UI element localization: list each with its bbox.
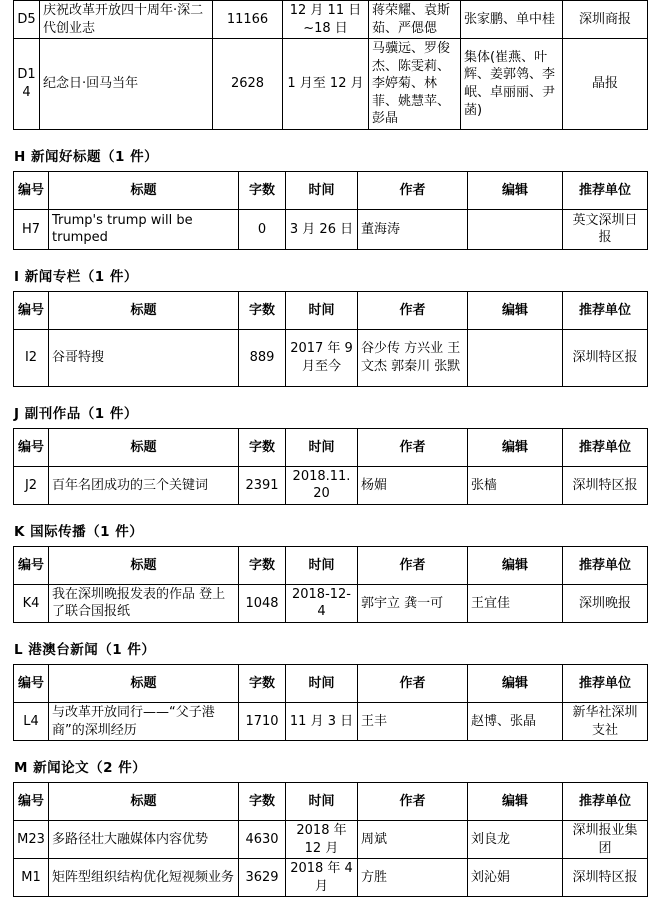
col-header-unit: 推荐单位 bbox=[563, 665, 648, 703]
cell-editors: 赵博、张晶 bbox=[468, 703, 563, 741]
section-heading: M 新闻论文（2 件） bbox=[14, 760, 147, 777]
table-row bbox=[14, 209, 648, 249]
col-header-title: 标题 bbox=[49, 291, 239, 329]
cell-editors bbox=[468, 329, 563, 386]
col-header-title: 标题 bbox=[49, 428, 239, 466]
section-heading: K 国际传播（1 件） bbox=[14, 523, 144, 540]
section-heading: I 新闻专栏（1 件） bbox=[14, 268, 138, 285]
cell-id: D14 bbox=[14, 39, 40, 130]
cell-words: 1048 bbox=[239, 584, 286, 622]
col-header-time: 时间 bbox=[286, 783, 358, 821]
cell-words: 3629 bbox=[239, 859, 286, 897]
col-header-editors: 编辑 bbox=[468, 171, 563, 209]
table-row bbox=[14, 703, 648, 741]
cell-words: 2628 bbox=[213, 39, 283, 130]
col-header-words: 字数 bbox=[239, 546, 286, 584]
cell-words: 889 bbox=[239, 329, 286, 386]
cell-id: M23 bbox=[14, 821, 49, 859]
col-header-id: 编号 bbox=[14, 428, 49, 466]
table-header-row bbox=[14, 546, 648, 584]
cell-words: 1710 bbox=[239, 703, 286, 741]
col-header-words: 字数 bbox=[239, 783, 286, 821]
col-header-unit: 推荐单位 bbox=[563, 428, 648, 466]
table-header-row bbox=[14, 171, 648, 209]
cell-editors bbox=[468, 209, 563, 249]
cell-authors: 马骥远、罗俊杰、陈雯莉、李婷菊、林菲、姚慧苹、彭晶 bbox=[369, 39, 461, 130]
table-row bbox=[14, 39, 648, 130]
col-header-id: 编号 bbox=[14, 665, 49, 703]
table-row bbox=[14, 329, 648, 386]
cell-unit: 英文深圳日报 bbox=[563, 209, 648, 249]
col-header-title: 标题 bbox=[49, 783, 239, 821]
cell-unit: 深圳晚报 bbox=[563, 584, 648, 622]
table-row bbox=[14, 1, 648, 39]
col-header-title: 标题 bbox=[49, 171, 239, 209]
col-header-editors: 编辑 bbox=[468, 546, 563, 584]
cell-authors: 王丰 bbox=[358, 703, 468, 741]
cell-unit: 深圳特区报 bbox=[563, 466, 648, 504]
table-header-row bbox=[14, 428, 648, 466]
col-header-id: 编号 bbox=[14, 291, 49, 329]
table-row bbox=[14, 466, 648, 504]
cell-title: 多路径壮大融媒体内容优势 bbox=[49, 821, 239, 859]
cell-unit: 新华社深圳支社 bbox=[563, 703, 648, 741]
col-header-authors: 作者 bbox=[358, 665, 468, 703]
col-header-editors: 编辑 bbox=[468, 783, 563, 821]
cell-title: 我在深圳晚报发表的作品 登上了联合国报纸 bbox=[49, 584, 239, 622]
section-heading: L 港澳台新闻（1 件） bbox=[14, 642, 156, 659]
cell-words: 2391 bbox=[239, 466, 286, 504]
cell-unit: 深圳报业集团 bbox=[563, 821, 648, 859]
cell-authors: 方胜 bbox=[358, 859, 468, 897]
awards-table bbox=[13, 664, 648, 741]
cell-authors: 郭宇立 龚一可 bbox=[358, 584, 468, 622]
cell-id: H7 bbox=[14, 209, 49, 249]
cell-editors: 王宜佳 bbox=[468, 584, 563, 622]
col-header-unit: 推荐单位 bbox=[563, 291, 648, 329]
col-header-time: 时间 bbox=[286, 428, 358, 466]
cell-id: I2 bbox=[14, 329, 49, 386]
cell-editors: 刘良龙 bbox=[468, 821, 563, 859]
cell-time: 1 月至 12 月 bbox=[283, 39, 369, 130]
cell-time: 2017 年 9 月至今 bbox=[286, 329, 358, 386]
cell-unit: 深圳特区报 bbox=[563, 329, 648, 386]
col-header-unit: 推荐单位 bbox=[563, 783, 648, 821]
cell-time: 11 月 3 日 bbox=[286, 703, 358, 741]
awards-table bbox=[13, 171, 648, 250]
cell-time: 2018-12-4 bbox=[286, 584, 358, 622]
col-header-time: 时间 bbox=[286, 665, 358, 703]
cell-words: 11166 bbox=[213, 1, 283, 39]
cell-editors: 集体(崔燕、叶辉、姜郭鸰、李岷、卓丽丽、尹菡) bbox=[461, 39, 563, 130]
col-header-words: 字数 bbox=[239, 665, 286, 703]
col-header-unit: 推荐单位 bbox=[563, 171, 648, 209]
cell-title: 纪念日·回马当年 bbox=[40, 39, 213, 130]
cell-editors: 刘沁娟 bbox=[468, 859, 563, 897]
cell-title: 与改革开放同行——“父子港商”的深圳经历 bbox=[49, 703, 239, 741]
col-header-words: 字数 bbox=[239, 291, 286, 329]
cell-time: 12 月 11 日~18 日 bbox=[283, 1, 369, 39]
section-heading: H 新闻好标题（1 件） bbox=[14, 148, 159, 165]
cell-authors: 蒋荣耀、袁斯茹、严偲偲 bbox=[369, 1, 461, 39]
col-header-unit: 推荐单位 bbox=[563, 546, 648, 584]
awards-table bbox=[13, 428, 648, 505]
cell-title: Trump's trump will be trumped bbox=[49, 209, 239, 249]
col-header-authors: 作者 bbox=[358, 171, 468, 209]
cell-editors: 张樯 bbox=[468, 466, 563, 504]
cell-title: 庆祝改革开放四十周年·深二代创业志 bbox=[40, 1, 213, 39]
cell-words: 4630 bbox=[239, 821, 286, 859]
awards-table bbox=[13, 782, 648, 897]
cell-unit: 晶报 bbox=[563, 39, 648, 130]
col-header-words: 字数 bbox=[239, 171, 286, 209]
col-header-time: 时间 bbox=[286, 546, 358, 584]
cell-id: K4 bbox=[14, 584, 49, 622]
col-header-title: 标题 bbox=[49, 546, 239, 584]
col-header-editors: 编辑 bbox=[468, 291, 563, 329]
table-row bbox=[14, 584, 648, 622]
cell-unit: 深圳商报 bbox=[563, 1, 648, 39]
cell-authors: 谷少传 方兴业 王文杰 郭秦川 张默 bbox=[358, 329, 468, 386]
table-row bbox=[14, 821, 648, 859]
awards-table bbox=[13, 546, 648, 623]
col-header-editors: 编辑 bbox=[468, 428, 563, 466]
col-header-words: 字数 bbox=[239, 428, 286, 466]
cell-time: 2018 年 4 月 bbox=[286, 859, 358, 897]
cell-title: 百年名团成功的三个关键词 bbox=[49, 466, 239, 504]
cell-title: 谷哥特搜 bbox=[49, 329, 239, 386]
cell-id: L4 bbox=[14, 703, 49, 741]
cell-time: 3 月 26 日 bbox=[286, 209, 358, 249]
cell-editors: 张家鹏、单中桂 bbox=[461, 1, 563, 39]
section-heading: J 副刊作品（1 件） bbox=[14, 405, 138, 422]
cell-title: 矩阵型组织结构优化短视频业务 bbox=[49, 859, 239, 897]
cell-id: D5 bbox=[14, 1, 40, 39]
cell-unit: 深圳特区报 bbox=[563, 859, 648, 897]
cell-authors: 周斌 bbox=[358, 821, 468, 859]
cell-words: 0 bbox=[239, 209, 286, 249]
table-header-row bbox=[14, 665, 648, 703]
col-header-authors: 作者 bbox=[358, 546, 468, 584]
table-header-row bbox=[14, 783, 648, 821]
col-header-id: 编号 bbox=[14, 171, 49, 209]
cell-time: 2018 年 12 月 bbox=[286, 821, 358, 859]
col-header-title: 标题 bbox=[49, 665, 239, 703]
col-header-authors: 作者 bbox=[358, 428, 468, 466]
cell-authors: 董海涛 bbox=[358, 209, 468, 249]
awards-table bbox=[13, 291, 648, 387]
col-header-id: 编号 bbox=[14, 783, 49, 821]
col-header-authors: 作者 bbox=[358, 783, 468, 821]
col-header-time: 时间 bbox=[286, 291, 358, 329]
cell-id: M1 bbox=[14, 859, 49, 897]
cell-authors: 杨媚 bbox=[358, 466, 468, 504]
continuation-table bbox=[13, 0, 648, 130]
col-header-authors: 作者 bbox=[358, 291, 468, 329]
cell-id: J2 bbox=[14, 466, 49, 504]
table-row bbox=[14, 859, 648, 897]
col-header-editors: 编辑 bbox=[468, 665, 563, 703]
col-header-id: 编号 bbox=[14, 546, 49, 584]
cell-time: 2018.11.20 bbox=[286, 466, 358, 504]
col-header-time: 时间 bbox=[286, 171, 358, 209]
sections-container bbox=[13, 145, 660, 897]
table-header-row bbox=[14, 291, 648, 329]
